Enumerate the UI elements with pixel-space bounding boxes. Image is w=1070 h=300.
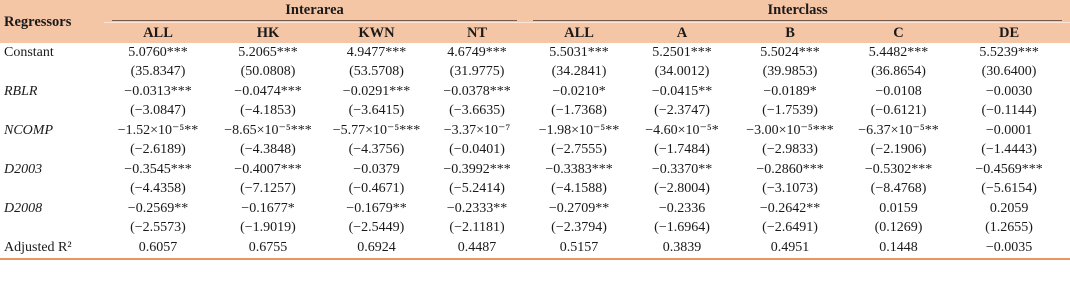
table-row: [0, 160, 1070, 180]
table-cell: (−2.3747): [654, 103, 710, 119]
row-label: NCOMP: [4, 122, 53, 138]
table-cell: (−2.1181): [449, 220, 505, 236]
row-label: [0, 63, 104, 83]
table-cell: −0.0474***: [234, 83, 302, 99]
regressors-header: Regressors: [0, 0, 104, 43]
table-row: [0, 43, 1070, 63]
table-cell: −0.1679**: [346, 200, 407, 216]
table-cell: 0.4487: [429, 238, 525, 259]
table-cell: 5.5024***: [760, 44, 820, 60]
table-cell: −0.0379: [353, 161, 400, 177]
table-row: [0, 238, 1070, 259]
table-cell: (−2.6189): [130, 142, 186, 158]
table-cell: 0.4951: [731, 238, 849, 259]
row-label: [0, 180, 104, 200]
table-cell: (−2.8004): [654, 181, 710, 197]
table-cell: −0.3992***: [443, 161, 511, 177]
column-header: ALL: [525, 23, 633, 44]
table-cell: −0.0291***: [342, 83, 411, 99]
table-cell: (−2.9833): [762, 142, 818, 158]
table-cell: −1.98×10⁻⁵**: [538, 122, 620, 138]
table-cell: 5.0760***: [128, 44, 188, 60]
table-cell: −0.0378***: [443, 83, 511, 99]
table-cell: −8.65×10⁻⁵***: [224, 122, 312, 138]
table-body: [0, 43, 1070, 259]
table-cell: 0.6057: [104, 238, 212, 259]
table-cell: (34.0012): [654, 64, 710, 80]
table-cell: −0.4569***: [975, 161, 1043, 177]
row-label: [0, 102, 104, 122]
table-cell: −5.77×10⁻⁵***: [332, 122, 421, 138]
table-cell: 0.2059: [989, 200, 1029, 216]
column-header: B: [731, 23, 849, 44]
table-cell: −0.0415**: [651, 83, 713, 99]
table-cell: (−1.7368): [551, 103, 607, 119]
table-cell: −0.2333**: [446, 200, 508, 216]
table-cell: 0.6924: [324, 238, 429, 259]
column-header: C: [849, 23, 948, 44]
table-cell: 5.5031***: [549, 44, 609, 60]
table-cell: 5.4482***: [868, 44, 929, 60]
table-cell: (34.2841): [551, 64, 607, 80]
table-cell: (1.2655): [985, 220, 1033, 236]
table-cell: −6.37×10⁻⁵**: [858, 122, 939, 138]
row-label: D2008: [4, 200, 43, 216]
table-cell: 0.6755: [212, 238, 324, 259]
table-cell: −0.2336: [658, 200, 706, 216]
table-cell: −4.60×10⁻⁵*: [645, 122, 719, 138]
table-cell: −0.2569**: [127, 200, 189, 216]
row-label: Adjusted R²: [0, 238, 104, 259]
table-cell: 5.5239***: [979, 44, 1039, 60]
row-label: Constant: [4, 44, 54, 60]
table-cell: −0.5302***: [864, 161, 933, 177]
table-cell: −0.1677*: [241, 200, 295, 216]
table-cell: −0.0035: [948, 238, 1070, 259]
row-label: RBLR: [4, 83, 38, 99]
table-cell: (−2.7555): [551, 142, 607, 158]
table-cell: (−4.1588): [551, 181, 607, 197]
table-cell: −0.0189*: [763, 83, 817, 99]
table-cell: (31.9775): [449, 64, 505, 80]
table-cell: (−1.7539): [762, 103, 818, 119]
table-row: [0, 199, 1070, 219]
table-row: [0, 63, 1070, 83]
column-header: KWN: [324, 23, 429, 44]
table-cell: (−5.2414): [449, 181, 505, 197]
column-header: NT: [429, 23, 525, 44]
table-cell: (35.8347): [130, 64, 186, 80]
table-cell: (−8.4768): [870, 181, 927, 197]
table-cell: (−0.4671): [348, 181, 405, 197]
table-cell: (−2.1906): [870, 142, 927, 158]
table-row: [0, 141, 1070, 161]
row-label: [0, 219, 104, 239]
column-header: ALL: [104, 23, 212, 44]
table-cell: 0.3839: [633, 238, 731, 259]
column-header: DE: [948, 23, 1070, 44]
row-label: [0, 141, 104, 161]
column-header: HK: [212, 23, 324, 44]
table-cell: (−3.1073): [762, 181, 818, 197]
table-cell: (−4.1853): [240, 103, 296, 119]
table-cell: (−3.0847): [130, 103, 186, 119]
table-cell: (39.9853): [762, 64, 818, 80]
table-cell: (53.5708): [349, 64, 404, 80]
table-row: [0, 82, 1070, 102]
table-cell: −3.37×10⁻⁷: [443, 122, 511, 138]
table-cell: (−3.6415): [348, 103, 405, 119]
table-cell: 4.9477***: [346, 44, 407, 60]
table-cell: −0.2642**: [759, 200, 821, 216]
table-cell: (−1.7484): [654, 142, 710, 158]
table-cell: (30.6400): [981, 64, 1037, 80]
column-header: A: [633, 23, 731, 44]
table-cell: −0.0108: [875, 83, 922, 99]
table-cell: −0.3545***: [124, 161, 192, 177]
table-cell: (36.8654): [871, 64, 926, 80]
table-cell: 0.0159: [879, 200, 918, 216]
table-cell: (−2.5573): [130, 220, 186, 236]
table-cell: (−1.9019): [240, 220, 296, 236]
table-row: [0, 219, 1070, 239]
table-cell: (−0.6121): [870, 103, 927, 119]
table-cell: −0.2709**: [548, 200, 610, 216]
table-cell: −0.3370**: [651, 161, 713, 177]
table-cell: −0.3383***: [545, 161, 613, 177]
interclass-group-header: Interclass: [525, 0, 1070, 23]
table-cell: (−0.1144): [981, 103, 1037, 119]
table-cell: −1.52×10⁻⁵**: [117, 122, 199, 138]
table-cell: (−2.3794): [551, 220, 607, 236]
table-cell: −0.0313***: [124, 83, 192, 99]
table-cell: (−2.6491): [762, 220, 818, 236]
table-row: [0, 102, 1070, 122]
table-cell: (−2.5449): [348, 220, 405, 236]
table-cell: (−7.1257): [240, 181, 296, 197]
table-cell: 0.1448: [849, 238, 948, 259]
table-cell: −0.0030: [985, 83, 1033, 99]
table-cell: 0.5157: [525, 238, 633, 259]
table-cell: (−3.6635): [449, 103, 505, 119]
table-cell: −0.4007***: [234, 161, 302, 177]
table-cell: (−1.6964): [654, 220, 710, 236]
row-label: D2003: [4, 161, 43, 177]
table-cell: 4.6749***: [447, 44, 507, 60]
table-cell: (−4.4358): [130, 181, 186, 197]
table-cell: (−5.6154): [981, 181, 1037, 197]
table-cell: (−0.0401): [449, 142, 505, 158]
table-cell: −0.2860***: [756, 161, 824, 177]
table-cell: −0.0001: [985, 122, 1033, 138]
table-cell: −3.00×10⁻⁵***: [746, 122, 834, 138]
table-row: [0, 121, 1070, 141]
table-cell: (50.0808): [240, 64, 296, 80]
table-cell: −0.0210*: [552, 83, 606, 99]
table-cell: 5.2065***: [238, 44, 298, 60]
table-cell: (−4.3756): [348, 142, 405, 158]
table-row: [0, 180, 1070, 200]
interarea-group-header: Interarea: [104, 0, 525, 23]
table-cell: (−4.3848): [240, 142, 296, 158]
table-cell: (−1.4443): [981, 142, 1037, 158]
table-cell: (0.1269): [874, 220, 923, 236]
table-cell: 5.2501***: [652, 44, 712, 60]
